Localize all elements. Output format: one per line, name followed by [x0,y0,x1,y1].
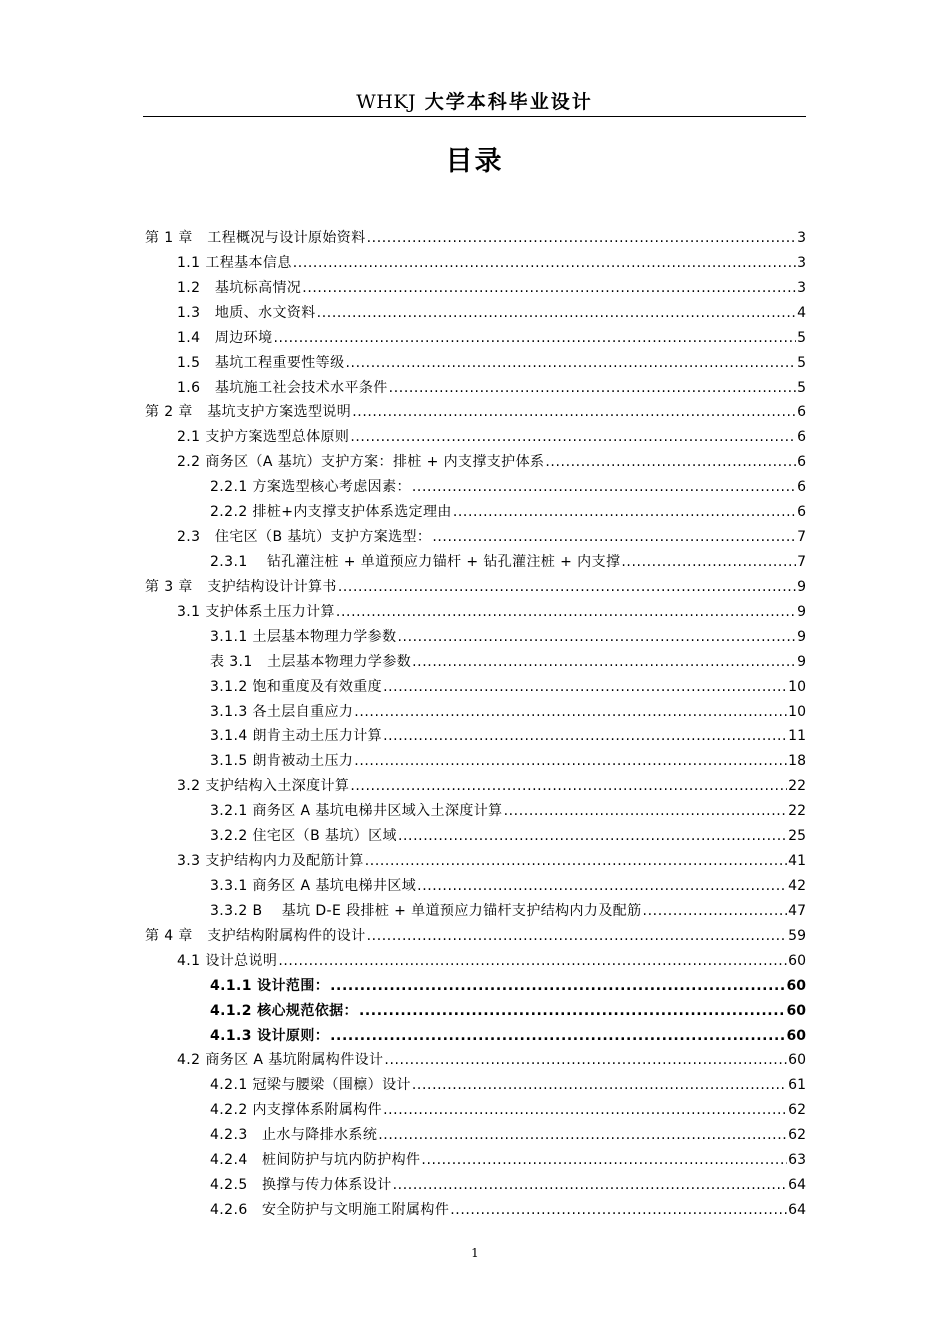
toc-entry-page: 9 [797,603,806,620]
toc-leader-dots [432,529,796,545]
toc-leader-dots [365,853,787,869]
toc-entry-title: 3.1.1 土层基本物理力学参数 [210,628,397,645]
toc-leader-dots [367,230,796,246]
toc-entry-title: 第 2 章 基坑支护方案选型说明 [145,404,352,421]
toc-title: 目录 [445,146,504,177]
toc-entry-title: 4.2.1 冠梁与腰梁（围檩）设计 [210,1077,411,1094]
header-title-text: 大学本科毕业设计 [416,91,593,113]
toc-entry[interactable] [143,476,806,501]
toc-entry-title: 1.1 工程基本信息 [177,254,292,271]
toc-entry[interactable] [143,676,806,701]
toc-leader-dots [545,454,796,470]
toc-entry-page: 60 [788,1052,806,1069]
toc-entry-title: 4.1.1 设计范围： [210,977,330,994]
toc-entry[interactable] [143,975,806,1000]
toc-entry-title: 3.2.2 住宅区（B 基坑）区域 [210,828,397,845]
toc-entry-title: 4.2.3 止水与降排水系统 [210,1127,378,1144]
toc-entry-page: 62 [788,1127,806,1144]
toc-entry-title: 1.3 地质、水文资料 [177,304,316,321]
toc-entry-title: 3.1 支护体系土压力计算 [177,603,335,620]
toc-leader-dots [453,504,796,520]
toc-entry-title: 4.1.3 设计原则： [210,1027,330,1044]
toc-entry[interactable] [143,352,806,377]
toc-leader-dots [398,828,787,844]
toc-leader-dots [412,1077,787,1093]
toc-entry-page: 9 [797,628,806,645]
toc-entry[interactable] [143,302,806,327]
toc-entry-page: 7 [797,529,806,546]
toc-entry[interactable] [143,501,806,526]
toc-entry[interactable] [143,526,806,551]
toc-entry-title: 2.2.1 方案选型核心考虑因素： [210,479,411,496]
toc-entry-title: 表 3.1 土层基本物理力学参数 [210,653,412,670]
toc-entry[interactable] [143,451,806,476]
toc-entry-page: 60 [786,1002,806,1019]
toc-entry-page: 6 [797,454,806,471]
toc-entry[interactable] [143,601,806,626]
toc-entry-title: 第 3 章 支护结构设计计算书 [145,578,337,595]
toc-entry-page: 5 [797,379,806,396]
toc-entry-page: 25 [788,828,806,845]
toc-leader-dots [383,679,787,695]
toc-entry-page: 64 [788,1177,806,1194]
toc-entry[interactable] [143,1000,806,1025]
toc-entry-title: 第 4 章 支护结构附属构件的设计 [145,927,366,944]
toc-entry-title: 4.2.2 内支撑体系附属构件 [210,1102,383,1119]
toc-entry[interactable] [143,875,806,900]
toc-entry[interactable] [143,327,806,352]
toc-leader-dots [350,778,787,794]
toc-entry-title: 3.1.3 各土层自重应力 [210,703,354,720]
toc-entry[interactable] [143,401,806,426]
toc-leader-dots [317,305,796,321]
toc-entry[interactable] [143,626,806,651]
toc-entry-page: 64 [788,1201,806,1218]
page-header [143,90,806,114]
toc-entry-page: 62 [788,1102,806,1119]
toc-entry[interactable] [143,925,806,950]
toc-entry-title: 第 1 章 工程概况与设计原始资料 [145,230,366,246]
toc-entry-page: 3 [797,254,806,271]
toc-leader-dots [393,1177,788,1193]
toc-entry-page: 9 [797,578,806,595]
toc-entry-title: 3.1.2 饱和重度及有效重度 [210,678,383,695]
toc-entry-page: 41 [788,853,806,870]
toc-leader-dots [643,903,788,919]
toc-entry-title: 3.3.1 商务区 A 基坑电梯井区域 [210,877,417,894]
toc-leader-dots [354,704,787,720]
toc-leader-dots [330,1028,785,1044]
toc-entry[interactable] [143,651,806,676]
toc-entry-page: 10 [788,703,806,720]
toc-entry[interactable] [143,1199,806,1224]
toc-entry-page: 9 [797,653,806,670]
toc-entry-page: 61 [788,1077,806,1094]
toc-entry-page: 60 [786,1027,806,1044]
toc-entry-title: 4.1.2 核心规范依据： [210,1002,358,1019]
toc-leader-dots [338,579,796,595]
toc-entry-page: 3 [797,279,806,296]
toc-entry[interactable] [143,227,806,252]
toc-leader-dots [397,629,796,645]
toc-entry-title: 2.3.1 钻孔灌注桩 + 单道预应力锚杆 + 钻孔灌注桩 + 内支撑 [210,553,621,570]
toc-entry[interactable] [143,1049,806,1074]
toc-entry[interactable] [143,775,806,800]
toc-leader-dots [345,355,796,371]
toc-entry-title: 2.2.2 排桩+内支撑支护体系选定理由 [210,504,452,521]
toc-entry-title: 3.1.5 朗肯被动土压力 [210,753,354,770]
page-number: 1 [471,1246,479,1260]
toc-entry-page: 6 [797,429,806,446]
toc-entry-page: 60 [788,952,806,969]
toc-entry[interactable] [143,825,806,850]
toc-leader-dots [384,1052,787,1068]
toc-entry[interactable] [143,1025,806,1050]
toc-leader-dots [621,554,796,570]
toc-entry-page: 59 [788,927,806,944]
toc-leader-dots [378,1127,787,1143]
table-of-contents [143,227,806,1224]
header-latin-text: WHKJ [356,91,417,113]
toc-leader-dots [367,928,788,944]
toc-entry[interactable] [143,900,806,925]
toc-leader-dots [273,330,796,346]
toc-entry-page: 22 [788,778,806,795]
toc-leader-dots [302,280,796,296]
toc-entry-page: 60 [786,977,806,994]
toc-leader-dots [421,1152,787,1168]
toc-leader-dots [504,803,788,819]
toc-entry-page: 63 [788,1152,806,1169]
toc-entry-title: 2.2 商务区（A 基坑）支护方案：排桩 + 内支撑支护体系 [177,454,545,471]
toc-entry[interactable] [143,750,806,775]
toc-leader-dots [336,604,796,620]
toc-entry[interactable] [143,277,806,302]
toc-entry-title: 4.2.5 换撑与传力体系设计 [210,1177,392,1194]
toc-leader-dots [417,878,787,894]
toc-entry-title: 1.4 周边环境 [177,329,273,346]
toc-entry-page: 6 [797,404,806,421]
toc-entry[interactable] [143,950,806,975]
toc-leader-dots [330,978,785,994]
toc-entry-page: 5 [797,329,806,346]
toc-leader-dots [350,429,796,445]
toc-entry-title: 1.6 基坑施工社会技术水平条件 [177,379,388,396]
toc-entry[interactable] [143,426,806,451]
toc-leader-dots [278,953,787,969]
toc-entry-page: 18 [788,753,806,770]
toc-entry-page: 3 [797,230,806,246]
toc-entry[interactable] [143,377,806,402]
toc-entry[interactable] [143,1149,806,1174]
toc-entry[interactable] [143,1124,806,1149]
toc-leader-dots [389,380,796,396]
toc-entry-page: 5 [797,354,806,371]
toc-entry[interactable] [143,850,806,875]
toc-entry[interactable] [143,725,806,750]
toc-entry-page: 4 [797,304,806,321]
toc-entry-page: 7 [797,553,806,570]
toc-leader-dots [383,1102,787,1118]
toc-leader-dots [450,1202,787,1218]
toc-entry-title: 3.2 支护结构入土深度计算 [177,778,350,795]
toc-leader-dots [293,255,796,271]
toc-entry-page: 6 [797,479,806,496]
toc-entry-title: 4.2.6 安全防护与文明施工附属构件 [210,1201,450,1218]
toc-entry[interactable] [143,252,806,277]
toc-entry-title: 4.2 商务区 A 基坑附属构件设计 [177,1052,384,1069]
toc-entry-title: 3.3.2 B 基坑 D-E 段排桩 + 单道预应力锚杆支护结构内力及配筋 [210,902,642,919]
toc-leader-dots [383,728,787,744]
toc-entry-title: 2.1 支护方案选型总体原则 [177,429,350,446]
toc-entry[interactable] [143,800,806,825]
toc-entry-title: 2.3 住宅区（B 基坑）支护方案选型： [177,529,432,546]
toc-entry[interactable] [143,1174,806,1199]
toc-entry-title: 3.1.4 朗肯主动土压力计算 [210,728,383,745]
toc-entry-page: 11 [788,728,806,745]
header-rule [143,116,806,117]
toc-entry[interactable] [143,551,806,576]
toc-entry-title: 3.2.1 商务区 A 基坑电梯井区域入土深度计算 [210,803,503,820]
toc-entry-page: 10 [788,678,806,695]
toc-entry-title: 4.1 设计总说明 [177,952,278,969]
toc-entry-page: 42 [788,877,806,894]
toc-leader-dots [354,753,787,769]
toc-entry-title: 1.5 基坑工程重要性等级 [177,354,345,371]
toc-entry[interactable] [143,1074,806,1099]
toc-entry[interactable] [143,1099,806,1124]
toc-entry[interactable] [143,576,806,601]
toc-leader-dots [359,1003,786,1019]
toc-leader-dots [352,404,796,420]
toc-entry-title: 3.3 支护结构内力及配筋计算 [177,853,364,870]
toc-entry-page: 6 [797,504,806,521]
toc-entry[interactable] [143,701,806,726]
toc-leader-dots [412,479,796,495]
toc-entry-title: 4.2.4 桩间防护与坑内防护构件 [210,1152,421,1169]
toc-entry-page: 47 [788,902,806,919]
toc-leader-dots [412,654,796,670]
toc-entry-title: 1.2 基坑标高情况 [177,279,302,296]
toc-entry-page: 22 [788,803,806,820]
